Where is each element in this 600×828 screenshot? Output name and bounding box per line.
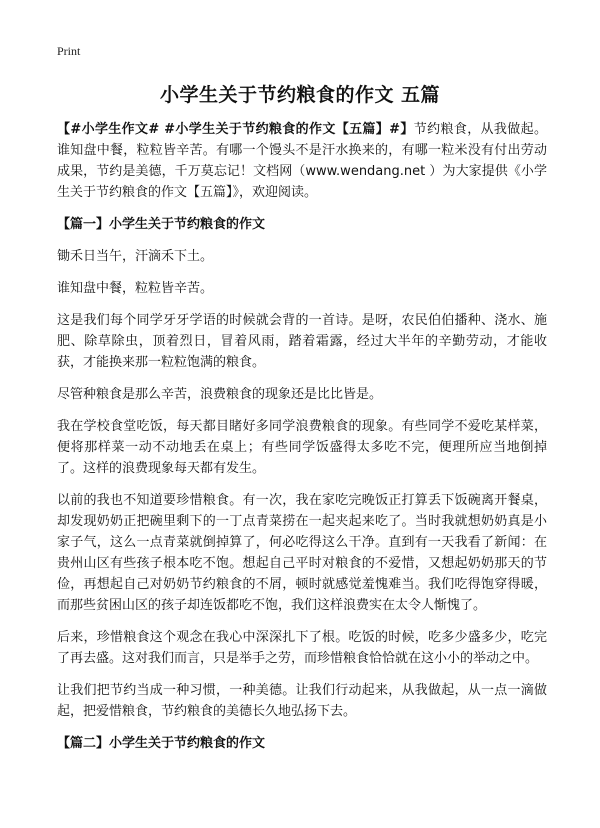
intro-paragraph [57, 119, 547, 203]
body-paragraph-2: 尽管种粮食是那么辛苦，浪费粮食的现象还是比比皆是。 [57, 387, 383, 402]
intro-text: 节约粮食，从我做起。谁知盘中餐，粒粒皆辛苦。有哪一个馒头不是汗水换来的，有哪一粒米没有付出劳动成果，节约是美德，千万莫忘记！文档网（www.wendang.net ）为大家提供《小学生关于节约粮食的作文【五篇】》，欢迎阅读。 [57, 122, 547, 200]
body-paragraph-5: 后来，珍惜粮食这个观念在我心中深深扎下了根。吃饭的时候，吃多少盛多少，吃完了再去盛。这对我们而言，只是举手之劳，而珍惜粮食恰恰就在这小小的举动之中。 [57, 630, 547, 666]
poem-line-2: 谁知盘中餐，粒粒皆辛苦。 [57, 281, 214, 296]
print-label: Print [57, 44, 81, 58]
body-paragraph-3: 我在学校食堂吃饭，每天都目睹好多同学浪费粮食的现象。有些同学不爱吃某样菜，便将那样菜一动不动地丢在桌上；有些同学饭盛得太多吃不完，便理所应当地倒掉了。这样的浪费现象每天都有发生。 [57, 419, 547, 476]
body-paragraph-1: 这是我们每个同学牙牙学语的时候就会背的一首诗。是呀，农民伯伯播种、浇水、施肥、除草除虫，顶着烈日，冒着风雨，踏着霜露，经过大半年的辛勤劳动，才能收获，才能换来那一粒粒饱满的粮食。 [57, 313, 547, 370]
body-paragraph-6: 让我们把节约当成一种习惯，一种美德。让我们行动起来，从我做起，从一点一滴做起，把爱惜粮食，节约粮食的美德长久地弘扬下去。 [57, 683, 547, 719]
section-heading-1: 【篇一】小学生关于节约粮食的作文 [57, 217, 266, 232]
poem-line-1: 锄禾日当午，汗滴禾下土。 [57, 249, 214, 264]
article-body [57, 119, 547, 765]
intro-bold-lead: 【#小学生作文# #小学生关于节约粮食的作文【五篇】#】 [57, 122, 414, 137]
page-title: 小学生关于节约粮食的作文 五篇 [159, 84, 441, 106]
section-heading-2: 【篇二】小学生关于节约粮食的作文 [57, 736, 266, 751]
body-paragraph-4: 以前的我也不知道要珍惜粮食。有一次，我在家吃完晚饭正打算丢下饭碗离开餐桌，却发现奶奶正把碗里剩下的一丁点青菜捞在一起夹起来吃了。当时我就想奶奶真是小家子气，这么一点青菜就倒掉算了，何必吃得这么干净。直到有一天我看了新闻：在贵州山区有些孩子根本吃不饱。想起自己平时对粮食的不爱惜，又想起奶奶那天的节俭，再想起自己对奶奶节约粮食的不屑，顿时就感觉羞愧难当。我们吃得饱穿得暖，而那些贫困山区的孩子却连饭都吃不饱，我们这样浪费实在太令人惭愧了。 [57, 493, 547, 613]
